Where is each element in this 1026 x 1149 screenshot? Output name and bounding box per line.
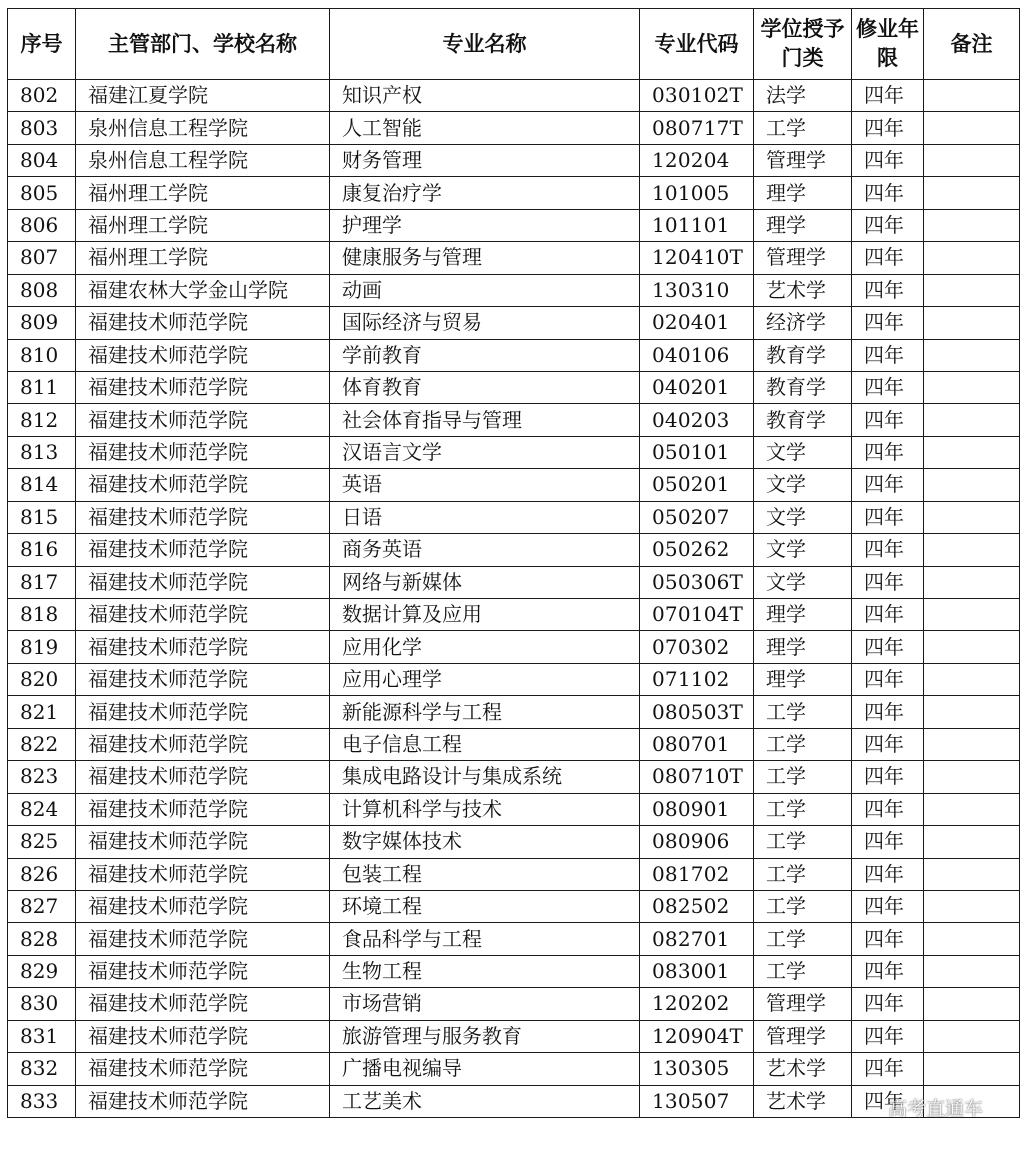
header-degree: 学位授予门类 (754, 9, 852, 80)
table-row (8, 501, 1020, 533)
cell-degree: 管理学 (754, 1020, 852, 1052)
cell-remarks (924, 793, 1020, 825)
cell-years: 四年 (852, 955, 924, 987)
cell-remarks (924, 988, 1020, 1020)
cell-years: 四年 (852, 1085, 924, 1117)
cell-years: 四年 (852, 469, 924, 501)
cell-school: 泉州信息工程学院 (76, 112, 330, 144)
cell-degree: 文学 (754, 436, 852, 468)
cell-degree: 教育学 (754, 371, 852, 403)
cell-seq: 819 (8, 631, 76, 663)
cell-remarks (924, 404, 1020, 436)
cell-major: 应用化学 (330, 631, 640, 663)
cell-remarks (924, 469, 1020, 501)
table-row (8, 696, 1020, 728)
cell-years: 四年 (852, 923, 924, 955)
table-row (8, 1053, 1020, 1085)
cell-school: 福建技术师范学院 (76, 1020, 330, 1052)
cell-years: 四年 (852, 988, 924, 1020)
cell-remarks (924, 923, 1020, 955)
cell-years: 四年 (852, 209, 924, 241)
table-row (8, 663, 1020, 695)
table-row (8, 436, 1020, 468)
table-row (8, 242, 1020, 274)
table-row (8, 793, 1020, 825)
cell-seq: 802 (8, 80, 76, 112)
cell-seq: 812 (8, 404, 76, 436)
cell-remarks (924, 631, 1020, 663)
table-header (8, 9, 1020, 80)
header-school: 主管部门、学校名称 (76, 9, 330, 80)
cell-code: 050262 (640, 534, 754, 566)
cell-school: 福州理工学院 (76, 242, 330, 274)
cell-remarks (924, 371, 1020, 403)
cell-seq: 833 (8, 1085, 76, 1117)
cell-years: 四年 (852, 1020, 924, 1052)
cell-school: 福建技术师范学院 (76, 599, 330, 631)
cell-remarks (924, 80, 1020, 112)
cell-degree: 工学 (754, 793, 852, 825)
cell-major: 集成电路设计与集成系统 (330, 761, 640, 793)
cell-school: 福建技术师范学院 (76, 696, 330, 728)
cell-degree: 工学 (754, 761, 852, 793)
cell-major: 市场营销 (330, 988, 640, 1020)
cell-years: 四年 (852, 242, 924, 274)
cell-code: 080717T (640, 112, 754, 144)
table-row (8, 307, 1020, 339)
cell-major: 应用心理学 (330, 663, 640, 695)
cell-remarks (924, 144, 1020, 176)
cell-major: 计算机科学与技术 (330, 793, 640, 825)
cell-seq: 817 (8, 566, 76, 598)
cell-code: 040203 (640, 404, 754, 436)
cell-school: 福建技术师范学院 (76, 728, 330, 760)
header-seq: 序号 (8, 9, 76, 80)
table-row (8, 631, 1020, 663)
table-row (8, 988, 1020, 1020)
cell-major: 国际经济与贸易 (330, 307, 640, 339)
table-row (8, 469, 1020, 501)
cell-school: 福建技术师范学院 (76, 923, 330, 955)
cell-school: 福建技术师范学院 (76, 826, 330, 858)
cell-school: 福建江夏学院 (76, 80, 330, 112)
cell-major: 环境工程 (330, 890, 640, 922)
table-row (8, 534, 1020, 566)
table-row (8, 112, 1020, 144)
cell-years: 四年 (852, 436, 924, 468)
cell-remarks (924, 112, 1020, 144)
cell-degree: 艺术学 (754, 1085, 852, 1117)
header-major: 专业名称 (330, 9, 640, 80)
cell-years: 四年 (852, 307, 924, 339)
cell-remarks (924, 728, 1020, 760)
cell-degree: 教育学 (754, 339, 852, 371)
cell-school: 福建技术师范学院 (76, 469, 330, 501)
cell-seq: 820 (8, 663, 76, 695)
cell-seq: 821 (8, 696, 76, 728)
cell-seq: 809 (8, 307, 76, 339)
cell-code: 040106 (640, 339, 754, 371)
cell-code: 130507 (640, 1085, 754, 1117)
cell-school: 泉州信息工程学院 (76, 144, 330, 176)
cell-major: 财务管理 (330, 144, 640, 176)
cell-seq: 811 (8, 371, 76, 403)
cell-code: 050101 (640, 436, 754, 468)
cell-seq: 808 (8, 274, 76, 306)
cell-years: 四年 (852, 663, 924, 695)
cell-code: 120904T (640, 1020, 754, 1052)
table-row (8, 274, 1020, 306)
cell-degree: 文学 (754, 566, 852, 598)
cell-school: 福建技术师范学院 (76, 890, 330, 922)
cell-degree: 艺术学 (754, 274, 852, 306)
cell-degree: 工学 (754, 858, 852, 890)
cell-remarks (924, 826, 1020, 858)
cell-code: 080503T (640, 696, 754, 728)
cell-code: 082502 (640, 890, 754, 922)
cell-school: 福建技术师范学院 (76, 663, 330, 695)
cell-code: 120204 (640, 144, 754, 176)
cell-seq: 829 (8, 955, 76, 987)
cell-major: 护理学 (330, 209, 640, 241)
table-row (8, 566, 1020, 598)
cell-degree: 理学 (754, 599, 852, 631)
cell-years: 四年 (852, 858, 924, 890)
cell-major: 学前教育 (330, 339, 640, 371)
cell-school: 福建技术师范学院 (76, 631, 330, 663)
table-row (8, 923, 1020, 955)
cell-years: 四年 (852, 501, 924, 533)
cell-years: 四年 (852, 696, 924, 728)
cell-remarks (924, 761, 1020, 793)
cell-major: 新能源科学与工程 (330, 696, 640, 728)
cell-seq: 804 (8, 144, 76, 176)
table-row (8, 1020, 1020, 1052)
table-row (8, 761, 1020, 793)
majors-table (7, 8, 1020, 1118)
cell-seq: 830 (8, 988, 76, 1020)
cell-degree: 工学 (754, 112, 852, 144)
cell-degree: 文学 (754, 534, 852, 566)
table-row (8, 209, 1020, 241)
header-code: 专业代码 (640, 9, 754, 80)
cell-years: 四年 (852, 274, 924, 306)
cell-school: 福建技术师范学院 (76, 1053, 330, 1085)
cell-degree: 工学 (754, 826, 852, 858)
table-row (8, 826, 1020, 858)
cell-major: 汉语言文学 (330, 436, 640, 468)
cell-degree: 文学 (754, 501, 852, 533)
cell-major: 人工智能 (330, 112, 640, 144)
cell-remarks (924, 501, 1020, 533)
cell-school: 福建技术师范学院 (76, 793, 330, 825)
cell-seq: 822 (8, 728, 76, 760)
cell-degree: 管理学 (754, 988, 852, 1020)
cell-code: 080906 (640, 826, 754, 858)
header-row (8, 9, 1020, 80)
cell-degree: 理学 (754, 663, 852, 695)
cell-seq: 824 (8, 793, 76, 825)
cell-remarks (924, 242, 1020, 274)
cell-remarks (924, 663, 1020, 695)
table-row (8, 1085, 1020, 1117)
cell-school: 福建技术师范学院 (76, 761, 330, 793)
cell-degree: 工学 (754, 955, 852, 987)
cell-years: 四年 (852, 599, 924, 631)
cell-school: 福州理工学院 (76, 177, 330, 209)
table-row (8, 177, 1020, 209)
cell-major: 康复治疗学 (330, 177, 640, 209)
cell-seq: 805 (8, 177, 76, 209)
cell-remarks (924, 274, 1020, 306)
cell-seq: 807 (8, 242, 76, 274)
cell-school: 福建技术师范学院 (76, 955, 330, 987)
cell-major: 英语 (330, 469, 640, 501)
table-row (8, 599, 1020, 631)
cell-code: 050207 (640, 501, 754, 533)
cell-major: 食品科学与工程 (330, 923, 640, 955)
cell-years: 四年 (852, 566, 924, 598)
cell-degree: 理学 (754, 177, 852, 209)
cell-remarks (924, 1020, 1020, 1052)
cell-years: 四年 (852, 80, 924, 112)
cell-degree: 教育学 (754, 404, 852, 436)
cell-school: 福州理工学院 (76, 209, 330, 241)
cell-code: 130310 (640, 274, 754, 306)
cell-code: 130305 (640, 1053, 754, 1085)
cell-school: 福建技术师范学院 (76, 501, 330, 533)
cell-years: 四年 (852, 112, 924, 144)
table-row (8, 728, 1020, 760)
cell-major: 健康服务与管理 (330, 242, 640, 274)
cell-school: 福建技术师范学院 (76, 339, 330, 371)
cell-school: 福建技术师范学院 (76, 371, 330, 403)
cell-major: 工艺美术 (330, 1085, 640, 1117)
cell-remarks (924, 534, 1020, 566)
cell-years: 四年 (852, 144, 924, 176)
cell-major: 体育教育 (330, 371, 640, 403)
cell-seq: 814 (8, 469, 76, 501)
cell-code: 030102T (640, 80, 754, 112)
table-row (8, 890, 1020, 922)
cell-years: 四年 (852, 404, 924, 436)
cell-school: 福建技术师范学院 (76, 307, 330, 339)
table-row (8, 339, 1020, 371)
cell-major: 电子信息工程 (330, 728, 640, 760)
cell-years: 四年 (852, 371, 924, 403)
cell-major: 商务英语 (330, 534, 640, 566)
cell-code: 070302 (640, 631, 754, 663)
cell-seq: 831 (8, 1020, 76, 1052)
cell-seq: 825 (8, 826, 76, 858)
cell-degree: 管理学 (754, 242, 852, 274)
cell-seq: 815 (8, 501, 76, 533)
cell-years: 四年 (852, 890, 924, 922)
table-row (8, 955, 1020, 987)
cell-major: 社会体育指导与管理 (330, 404, 640, 436)
cell-major: 数字媒体技术 (330, 826, 640, 858)
cell-code: 080710T (640, 761, 754, 793)
cell-seq: 803 (8, 112, 76, 144)
cell-major: 生物工程 (330, 955, 640, 987)
cell-degree: 理学 (754, 631, 852, 663)
cell-years: 四年 (852, 761, 924, 793)
cell-degree: 工学 (754, 923, 852, 955)
table-body (8, 80, 1020, 1118)
cell-remarks (924, 436, 1020, 468)
cell-seq: 818 (8, 599, 76, 631)
cell-code: 080701 (640, 728, 754, 760)
table-row (8, 80, 1020, 112)
cell-major: 旅游管理与服务教育 (330, 1020, 640, 1052)
cell-code: 101101 (640, 209, 754, 241)
cell-degree: 工学 (754, 728, 852, 760)
cell-remarks (924, 566, 1020, 598)
cell-years: 四年 (852, 826, 924, 858)
cell-years: 四年 (852, 534, 924, 566)
cell-years: 四年 (852, 1053, 924, 1085)
cell-remarks (924, 339, 1020, 371)
cell-years: 四年 (852, 177, 924, 209)
cell-remarks (924, 209, 1020, 241)
majors-table-container (7, 8, 1019, 1118)
cell-degree: 文学 (754, 469, 852, 501)
cell-remarks (924, 599, 1020, 631)
cell-major: 广播电视编导 (330, 1053, 640, 1085)
cell-seq: 826 (8, 858, 76, 890)
cell-code: 071102 (640, 663, 754, 695)
cell-seq: 832 (8, 1053, 76, 1085)
cell-major: 知识产权 (330, 80, 640, 112)
cell-major: 日语 (330, 501, 640, 533)
cell-seq: 816 (8, 534, 76, 566)
cell-major: 网络与新媒体 (330, 566, 640, 598)
cell-code: 120410T (640, 242, 754, 274)
cell-school: 福建技术师范学院 (76, 534, 330, 566)
table-row (8, 858, 1020, 890)
cell-school: 福建技术师范学院 (76, 988, 330, 1020)
cell-seq: 806 (8, 209, 76, 241)
cell-school: 福建农林大学金山学院 (76, 274, 330, 306)
watermark-text: 高考直通车 (888, 1098, 984, 1120)
cell-degree: 经济学 (754, 307, 852, 339)
cell-seq: 810 (8, 339, 76, 371)
cell-code: 080901 (640, 793, 754, 825)
cell-code: 050201 (640, 469, 754, 501)
cell-degree: 工学 (754, 890, 852, 922)
cell-degree: 管理学 (754, 144, 852, 176)
cell-years: 四年 (852, 793, 924, 825)
cell-degree: 艺术学 (754, 1053, 852, 1085)
table-row (8, 144, 1020, 176)
cell-code: 101005 (640, 177, 754, 209)
cell-years: 四年 (852, 631, 924, 663)
cell-code: 020401 (640, 307, 754, 339)
cell-years: 四年 (852, 339, 924, 371)
cell-seq: 813 (8, 436, 76, 468)
table-row (8, 371, 1020, 403)
cell-remarks (924, 1053, 1020, 1085)
cell-remarks (924, 177, 1020, 209)
cell-school: 福建技术师范学院 (76, 436, 330, 468)
cell-school: 福建技术师范学院 (76, 404, 330, 436)
cell-seq: 828 (8, 923, 76, 955)
cell-degree: 法学 (754, 80, 852, 112)
cell-remarks (924, 307, 1020, 339)
cell-degree: 工学 (754, 696, 852, 728)
cell-code: 070104T (640, 599, 754, 631)
cell-code: 120202 (640, 988, 754, 1020)
header-remarks: 备注 (924, 9, 1020, 80)
cell-school: 福建技术师范学院 (76, 566, 330, 598)
cell-code: 082701 (640, 923, 754, 955)
cell-school: 福建技术师范学院 (76, 1085, 330, 1117)
cell-major: 数据计算及应用 (330, 599, 640, 631)
cell-remarks (924, 858, 1020, 890)
cell-major: 动画 (330, 274, 640, 306)
cell-remarks (924, 955, 1020, 987)
header-years: 修业年限 (852, 9, 924, 80)
cell-years: 四年 (852, 728, 924, 760)
cell-code: 040201 (640, 371, 754, 403)
cell-seq: 823 (8, 761, 76, 793)
cell-remarks (924, 696, 1020, 728)
table-row (8, 404, 1020, 436)
cell-major: 包装工程 (330, 858, 640, 890)
cell-code: 081702 (640, 858, 754, 890)
cell-code: 050306T (640, 566, 754, 598)
cell-school: 福建技术师范学院 (76, 858, 330, 890)
cell-code: 083001 (640, 955, 754, 987)
cell-degree: 理学 (754, 209, 852, 241)
cell-remarks (924, 890, 1020, 922)
cell-seq: 827 (8, 890, 76, 922)
